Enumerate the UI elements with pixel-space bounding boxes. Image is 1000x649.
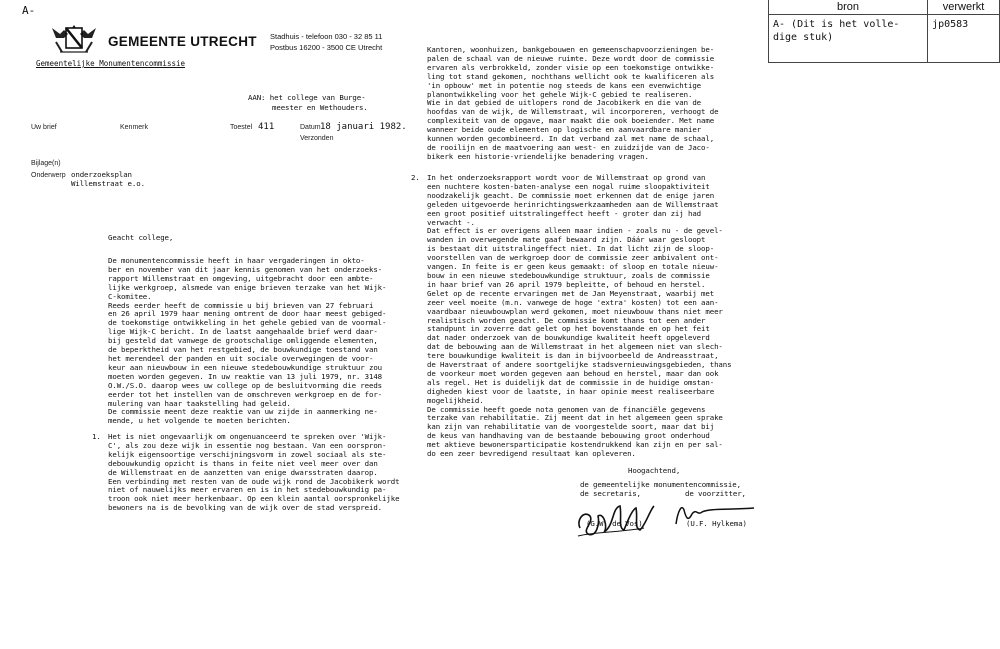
- item-number-1: 1.: [92, 432, 101, 441]
- uw-brief-label: Uw brief: [31, 124, 57, 131]
- body-paragraph-1-continued: Kantoren, woonhuizen, bankgebouwen en gemeenschapvoorzieningen be- palen de schaal van de nieuwe ruimte. Deze wordt door de commissie ervaren als verbrokkeld, zonder visie op een toekomstige ontwikke- ling tot stand gekomen, nochthans wellicht ook te kwalificeren als 'in opbouw' met in potentie nog steeds de kans een evenwichtige planontwikkeling voor het gehele Wijk-C gebied te realiseren. Wie in dat gebied de uitlopers rond de Jacobikerk en die van de hoofdas van de wijk, de Willemstraat, wil incorporeren, verhoogt de complexiteit van de opgave, maar maakt die ook boeiender. Met name wanneer beide oude elementen op logische en aanvaardbare manier kunnen worden gecombineerd. In dat verband zal met name de schaal, de rooilijn en de maatvoering aan west- en zuidzijde van de Jaco- bikerk een historie-vriendelijke benadering vragen.: [427, 45, 719, 161]
- chair-name: (U.F. Hylkema): [686, 519, 747, 528]
- item-number-2: 2.: [411, 173, 420, 182]
- datum-label: Datum: [300, 124, 321, 131]
- closing-committee: de gemeentelijke monumentencommissie,: [580, 480, 741, 489]
- body-paragraph-intro: De monumentencommissie heeft in haar vergaderingen in okto- ber en november van dit jaar kennis genomen van het onderzoeks- rapport Willemstraat en omgeving, uitgebracht door een ambte- lijke werkgroep, alsmede van enige brieven terzake van het Wijk- C-komitee. Reeds eerder heeft de commissie u bij brieven van 27 februari en 26 april 1979 haar mening omtrent de door haar meest gebiged- de toekomstige ontwikkeling in het gehele gebied van de voormal- lige Wijk-C bericht. In de laatst aangehaalde brief werd daar- bij gesteld dat vanwege de grootschalige omliggende elementen, de beperktheid van het restgebied, de bouwkundige toestand van het merendeel der panden en uit sociale overwegingen de voor- keur aan nieuwbouw in een nieuwe stedebouwkundige struktuur zou moeten worden gegeven. In uw reaktie van 13 juli 1979, nr. 3148 O.W./S.O. daarop wees uw college op de besluitvorming die reeds eerder tot het instellen van de omschreven werkgroep en de for- mulering van haar taakstelling had geleid. De commissie meent deze reaktie van uw zijde in aanmerking ne- mende, u het volgende te moeten berichten.: [108, 256, 387, 426]
- salutation: Geacht college,: [108, 233, 174, 242]
- chair-label: de voorzitter,: [685, 489, 746, 498]
- verzonden-label: Verzonden: [300, 135, 334, 142]
- recipient-line-2: meester en Wethouders.: [272, 103, 368, 112]
- municipal-coat-of-arms-icon: [46, 24, 102, 56]
- secretary-label: de secretaris,: [580, 489, 641, 498]
- archive-cell-verwerkt: jp0583: [928, 15, 1000, 63]
- kenmerk-label: Kenmerk: [120, 124, 149, 131]
- body-paragraph-2: In het onderzoeksrapport wordt voor de Willemstraat op grond van een nuchtere kosten-baten-analyse een nogal ruime sloopaktiviteit noodzakelijk geacht. De commissie moet erkennen dat de enige jaren geleden uitgevoerde herinrichtingswerkzaamheden aan de Willemstraat een groot positief uitstralingeffect heeft - groter dan zij had verwacht -. Dat effect is er overigens alleen maar indien - zoals nu - de gevel- wanden in overwegende mate gaaf bewaard zijn. Dáár waar gesloopt is bestaat dit uitstralingeffect niet. In dat licht zijn de sloop- voorstellen van de werkgroep door de commissie zeer ambivalent ont- vangen. In feite is er geen keus gemaakt: of sloop en totale nieuw- bouw in een nieuwe stedebouwkundige struktuur, zoals de commissie in haar brief van 26 april 1979 bepleitte, of behoud en herstel. Gelet op de recente ervaringen met de Jan Meyenstraat, waarbij met zeer veel moeite (m.n. vanwege de hoge 'extra' kosten) tot een aan- vaardbaar nieuwbouwplan werd gekomen, moet nieuwbouw thans niet meer realistisch worden geacht. De commissie komt thans tot een ander standpunt in zoverre dat gelet op het bovenstaande en op het feit dat nader onderzoek van de bouwkundige kwaliteit heeft opgeleverd dat de bebouwing aan de Willemstraat in het algemeen niet van slech- tere bouwkundige kwaliteit is dan in bijvoorbeeld de Andreasstraat, de Haverstraat of andere soortgelijke stadsvernieuwingsgebieden, thans de voorkeur moet worden gegeven aan behoud en herstel, maar dan ook als regel. Het is duidelijk dat de commissie in de huidige omstan- digheden kiest voor de laatste, in haar opinie meest realiseerbare mogelijkheid. De commissie heeft goede nota genomen van de financiële gegevens terzake van rehabilitatie. Zij meent dat in het algemeen geen sprake kan zijn van rehabilitatie van de voorgestelde soort, maar dat bij de keus van handhaving van de bestaande bebouwing groot onderhoud met aktieve bewonersparticipatie kostendrukkend kan zijn en per sal- do een zeer bevredigend resultaat kan opleveren.: [427, 173, 732, 459]
- closing-greeting: Hoogachtend,: [628, 466, 681, 475]
- recipient-line-1: AAN: het college van Burge-: [248, 93, 366, 102]
- archive-col-bron: bron: [769, 0, 928, 15]
- toestel-label: Toestel: [230, 124, 253, 131]
- corner-mark: A-: [22, 4, 36, 17]
- onderwerp-label: Onderwerp: [31, 172, 66, 179]
- archive-table: [768, 0, 1000, 63]
- onderwerp-line-1: onderzoeksplan: [71, 170, 132, 179]
- onderwerp-line-2: Willemstraat e.o.: [71, 179, 145, 188]
- toestel-value: 411: [258, 122, 275, 132]
- archive-cell-bron: A- (Dit is het volle- dige stuk): [769, 15, 928, 63]
- bijlagen-label: Bijlage(n): [31, 160, 61, 167]
- datum-value: 18 januari 1982.: [320, 122, 407, 132]
- org-name: GEMEENTE UTRECHT: [108, 34, 257, 49]
- body-paragraph-1: Het is niet ongevaarlijk om ongenuanceerd te spreken over 'Wijk- C', als zou deze wijk in essentie nog bestaan. Van een oorspron- kelijk eigensoortige verschijningsvorm in zowel sociaal als ste- debouwkundig opzicht is thans in feite niet veel meer over dan de Willemstraat en de aanzetten van enige dwarsstraten daarop. Een verbinding met resten van de oude wijk rond de Jacobikerk wordt niet of nauwelijks meer ervaren en is in het stedebouwkundig pa- troon ook niet meer herkenbaar. Op een klein aantal oorspronkelijke bewoners na is de bevolking van de wijk over de stad verspreid.: [108, 432, 400, 513]
- address-line-1: Stadhuis - telefoon 030 - 32 85 11: [270, 32, 383, 41]
- letterhead: [30, 24, 410, 74]
- secretary-name: (G.W. de Vos): [586, 519, 643, 528]
- archive-col-verwerkt: verwerkt: [928, 0, 1000, 15]
- address-line-2: Postbus 16200 - 3500 CE Utrecht: [270, 43, 383, 52]
- department-name: Gemeentelijke Monumentencommissie: [36, 59, 186, 68]
